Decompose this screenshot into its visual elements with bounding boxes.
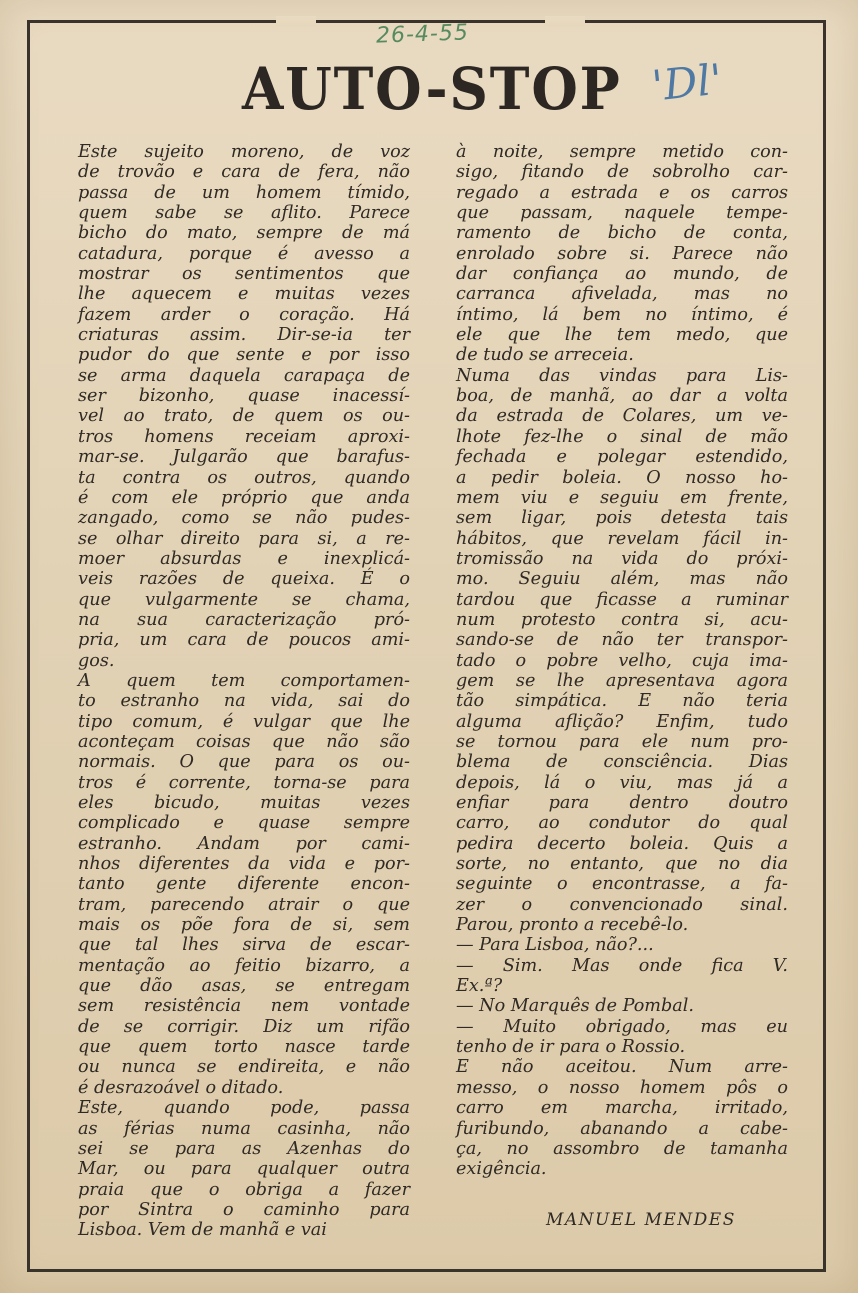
text-line: praia que o obriga a fazer: [78, 1179, 410, 1200]
text-line: tros homens receiam aproxi-: [78, 426, 410, 447]
text-line: ramento de bicho de conta,: [456, 223, 788, 244]
text-line: alguma aflição? Enfim, tudo: [456, 711, 788, 732]
text-line: sem resistência nem vontade: [78, 996, 410, 1017]
text-line: sorte, no entanto, que no dia: [456, 854, 788, 875]
text-line: que passam, naquele tempe-: [456, 203, 788, 224]
text-line: exigência.: [456, 1159, 547, 1180]
text-line: Lisboa. Vem de manhã e vai: [78, 1220, 327, 1241]
text-line: sem ligar, pois detesta tais: [456, 508, 788, 529]
text-line: — Muito obrigado, mas eu: [456, 1016, 788, 1037]
text-line: que tal lhes sirva de escar-: [78, 935, 410, 956]
text-line: mar-se. Julgarão que barafus-: [78, 447, 410, 468]
text-line: ou nunca se endireita, e não: [78, 1057, 410, 1078]
text-line: que dão asas, se entregam: [78, 976, 410, 997]
text-line: gos.: [78, 650, 115, 671]
text-line: blema de consciência. Dias: [456, 752, 788, 773]
text-line: carro, ao condutor do qual: [456, 813, 788, 834]
text-line: carranca afivelada, mas no: [456, 284, 788, 305]
text-line: fechada e polegar estendido,: [456, 447, 788, 468]
text-line: a pedir boleia. O nosso ho-: [456, 467, 788, 488]
text-line: bicho do mato, sempre de má: [78, 223, 410, 244]
text-line: seguinte o encontrasse, a fa-: [456, 874, 788, 895]
text-line: vel ao trato, de quem os ou-: [78, 406, 410, 427]
text-line: estranho. Andam por cami-: [78, 833, 410, 854]
text-line: enrolado sobre si. Parece não: [456, 243, 788, 264]
text-line: mais os põe fora de si, sem: [78, 915, 410, 936]
text-line: ser bizonho, quase inacessí-: [78, 386, 410, 407]
text-line: tenho de ir para o Rossio.: [456, 1037, 686, 1058]
text-line: pudor do que sente e por isso: [78, 345, 410, 366]
text-line: sei se para as Azenhas do: [78, 1138, 410, 1159]
article-title: AUTO-STOP: [242, 55, 622, 123]
text-line: nhos diferentes da vida e por-: [78, 854, 410, 875]
text-line: pedira decerto boleia. Quis a: [456, 833, 788, 854]
text-line: por Sintra o caminho para: [78, 1199, 410, 1220]
handwritten-annotation: 'Dl': [649, 54, 725, 111]
text-line: de tudo se arreceia.: [456, 345, 634, 366]
text-line: é com ele próprio que anda: [78, 487, 410, 508]
text-line: que vulgarmente se chama,: [78, 589, 410, 610]
text-line: dar confiança ao mundo, de: [456, 264, 788, 285]
text-line: — No Marquês de Pombal.: [456, 996, 694, 1017]
text-line: Este sujeito moreno, de voz: [78, 142, 410, 162]
text-line: sigo, fitando de sobrolho car-: [456, 162, 788, 183]
text-line: tanto gente diferente encon-: [78, 874, 410, 895]
text-line: depois, lá o viu, mas já a: [456, 772, 788, 793]
text-line: hábitos, que revelam fácil in-: [456, 528, 788, 549]
text-line: A quem tem comportamen-: [78, 670, 410, 691]
text-line: sando-se de não ter transpor-: [456, 630, 788, 651]
text-line: eles bicudo, muitas vezes: [78, 793, 410, 813]
text-line: de se corrigir. Diz um rifão: [78, 1016, 410, 1037]
text-line: é desrazoável o ditado.: [78, 1077, 284, 1098]
handwritten-date: 26-4-55: [375, 20, 470, 49]
text-line: íntimo, lá bem no íntimo, é: [456, 304, 788, 325]
text-line: se olhar direito para si, a re-: [78, 528, 410, 549]
text-line: ta contra os outros, quando: [78, 467, 410, 488]
text-line: fazem arder o coração. Há: [78, 304, 410, 325]
text-line: E não aceitou. Num arre-: [456, 1057, 788, 1078]
text-line: se arma daquela carapaça de: [78, 365, 410, 386]
text-line: tros é corrente, torna-se para: [78, 772, 410, 793]
text-line: Mar, ou para qualquer outra: [78, 1159, 410, 1180]
text-line: messo, o nosso homem pôs o: [456, 1077, 788, 1098]
text-line: — Para Lisboa, não?...: [456, 935, 654, 956]
text-line: criaturas assim. Dir-se-ia ter: [78, 325, 410, 346]
text-line: tram, parecendo atrair o que: [78, 894, 410, 915]
text-line: Numa das vindas para Lis-: [456, 365, 788, 386]
text-line: quem sabe se aflito. Parece: [78, 203, 410, 224]
border-gap-right: [545, 16, 585, 26]
text-line: veis razões de queixa. É o: [78, 569, 410, 590]
text-line: furibundo, abanando a cabe-: [456, 1118, 788, 1139]
text-line: Este, quando pode, passa: [78, 1098, 410, 1119]
text-line: zangado, como se não pudes-: [78, 508, 410, 529]
text-line: passa de um homem tímido,: [78, 182, 410, 203]
text-line: mentação ao feitio bizarro, a: [78, 955, 410, 976]
text-line: enfiar para dentro doutro: [456, 793, 788, 813]
text-line: se tornou para ele num pro-: [456, 731, 788, 752]
text-line: lhote fez-lhe o sinal de mão: [456, 426, 788, 447]
text-line: mostrar os sentimentos que: [78, 264, 410, 285]
text-line: ele que lhe tem medo, que: [456, 325, 788, 346]
text-line: as férias numa casinha, não: [78, 1118, 410, 1139]
text-line: ça, no assombro de tamanha: [456, 1138, 788, 1159]
text-line: tardou que ficasse a ruminar: [456, 589, 788, 610]
text-line: mo. Seguiu além, mas não: [456, 569, 788, 590]
author-byline: MANUEL MENDES: [546, 1210, 736, 1230]
text-line: boa, de manhã, ao dar a volta: [456, 386, 788, 407]
text-line: que quem torto nasce tarde: [78, 1037, 410, 1058]
text-line: zer o convencionado sinal.: [456, 894, 788, 915]
text-line: catadura, porque é avesso a: [78, 243, 410, 264]
border-gap-left: [276, 16, 316, 26]
text-line: tado o pobre velho, cuja ima-: [456, 650, 788, 671]
text-line: tão simpática. E não teria: [456, 691, 788, 712]
text-line: da estrada de Colares, um ve-: [456, 406, 788, 427]
right-column-text: [456, 142, 788, 1180]
text-line: aconteçam coisas que não são: [78, 731, 410, 752]
text-line: mem viu e seguiu em frente,: [456, 487, 788, 508]
text-line: Parou, pronto a recebê-lo.: [456, 915, 689, 936]
text-line: num protesto contra si, acu-: [456, 609, 788, 630]
text-line: to estranho na vida, sai do: [78, 691, 410, 712]
text-line: lhe aquecem e muitas vezes: [78, 284, 410, 305]
text-line: pria, um cara de poucos ami-: [78, 630, 410, 651]
text-line: complicado e quase sempre: [78, 813, 410, 834]
text-line: na sua caracterização pró-: [78, 609, 410, 630]
text-line: carro em marcha, irritado,: [456, 1098, 788, 1119]
text-line: Ex.ª?: [456, 976, 503, 997]
column-divider: [425, 150, 426, 1230]
text-line: tipo comum, é vulgar que lhe: [78, 711, 410, 732]
text-line: de trovão e cara de fera, não: [78, 162, 410, 183]
left-column-text: [78, 142, 410, 1241]
text-line: — Sim. Mas onde fica V.: [456, 955, 788, 976]
text-line: à noite, sempre metido con-: [456, 142, 788, 162]
text-line: normais. O que para os ou-: [78, 752, 410, 773]
text-line: tromissão na vida do próxi-: [456, 548, 788, 569]
text-line: gem se lhe apresentava agora: [456, 670, 788, 691]
text-line: regado a estrada e os carros: [456, 182, 788, 203]
text-line: moer absurdas e inexplicá-: [78, 548, 410, 569]
